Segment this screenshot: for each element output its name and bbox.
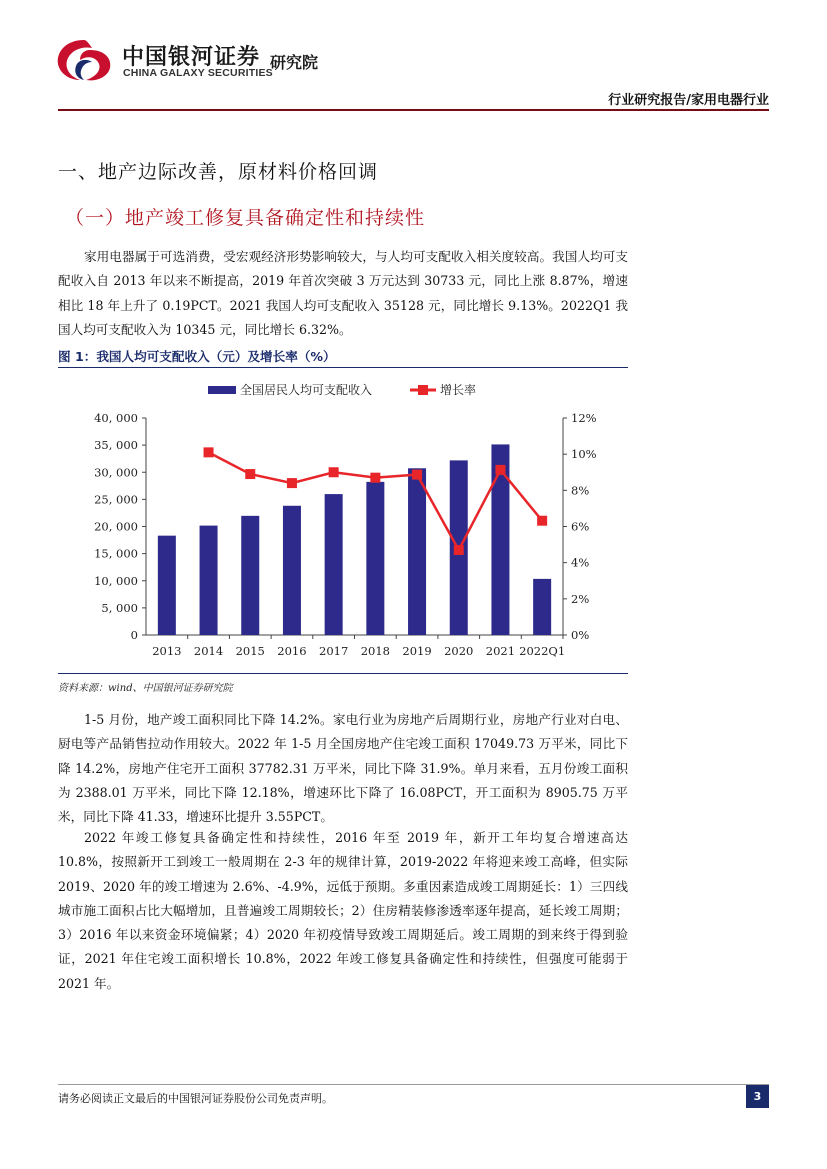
paragraph-income: 家用电器属于可选消费，受宏观经济形势影响较大，与人均可支配收入相关度较高。我国人均可支配收入自 2013 年以来不断提高，2019 年首次突破 3 万元达到 30733 元，同比上涨 8.87%，增速相比 18 年上升了 0.19PCT。2021 我国人均可支配收入 35128 元，同比增长 9.13%。2022Q1 我国人均可支配收入为 10345 元，同比增长 6.32%。: [58, 249, 628, 337]
legend-line-marker: [418, 385, 428, 395]
legend-line-label: 增长率: [440, 383, 477, 397]
income-bar: [533, 579, 551, 635]
left-tick-label: 10, 000: [94, 573, 138, 588]
growth-rate-point: [287, 478, 297, 488]
x-tick-label: 2017: [319, 644, 349, 658]
x-tick-label: 2021: [485, 644, 516, 658]
footer-divider: [58, 1084, 769, 1085]
income-bar: [325, 494, 343, 635]
left-tick-label: 5, 000: [101, 600, 138, 615]
footer-disclaimer: 请务必阅读正文最后的中国银河证券股份公司免责声明。: [58, 1092, 333, 1105]
figure-title: 图 1：我国人均可支配收入（元）及增长率（%）: [58, 349, 336, 364]
report-category: 行业研究报告/家用电器行业: [608, 93, 769, 108]
growth-rate-point: [245, 469, 255, 479]
x-tick-label: 2014: [193, 644, 224, 658]
right-tick-label: 2%: [571, 591, 590, 606]
x-tick-label: 2013: [152, 644, 182, 658]
right-tick-label: 4%: [571, 555, 590, 570]
left-tick-label: 20, 000: [94, 519, 138, 534]
header-divider: [58, 109, 769, 111]
page-number: 3: [746, 1085, 769, 1108]
x-tick-label: 2015: [235, 644, 265, 658]
income-bar: [408, 468, 426, 635]
growth-rate-point: [329, 467, 339, 477]
x-tick-label: 2016: [277, 644, 307, 658]
left-tick-label: 0: [130, 628, 138, 642]
left-tick-label: 30, 000: [94, 465, 138, 480]
right-tick-label: 8%: [571, 483, 590, 498]
figure-source: 资料来源：wind、中国银河证券研究院: [58, 683, 233, 694]
growth-rate-point: [412, 470, 422, 480]
income-bar: [366, 482, 384, 635]
right-tick-label: 12%: [571, 411, 597, 425]
income-chart: [58, 372, 628, 672]
legend-bar-label: 全国居民人均可支配收入: [240, 383, 373, 397]
x-tick-label: 2018: [360, 644, 390, 658]
income-bar: [241, 516, 259, 635]
brand-subtitle: 研究院: [270, 53, 319, 72]
paragraph-completion: 1-5 月份，地产竣工面积同比下降 14.2%。家电行业为房地产后周期行业，房地产行业对白电、厨电等产品销售拉动作用较大。2022 年 1-5 月全国房地产住宅竣工面积 17049.73 万平米，同比下降 14.2%，房地产住宅开工面积 37782.31 万平米，同比下降 31.9%。单月来看，五月份竣工面积为 2388.01 万平米，同比下降 12.18%，增速环比下降了 16.08PCT，开工面积为 8905.75 万平米，同比下降 41.33，增速环比提升 3.55PCT。: [58, 712, 628, 825]
income-bar: [158, 536, 176, 635]
growth-rate-point: [495, 465, 505, 475]
left-tick-label: 25, 000: [94, 492, 138, 507]
right-tick-label: 6%: [571, 519, 590, 534]
income-bar: [283, 506, 301, 635]
section-heading: 一、地产边际改善，原材料价格回调: [58, 161, 379, 183]
right-tick-label: 0%: [571, 628, 590, 642]
growth-rate-point: [454, 545, 464, 555]
brand-name-cn: 中国银河证券: [122, 45, 261, 70]
x-tick-label: 2019: [402, 644, 432, 658]
left-tick-label: 35, 000: [94, 438, 138, 453]
subsection-heading: （一）地产竣工修复具备确定性和持续性: [65, 207, 426, 229]
growth-rate-point: [370, 473, 380, 483]
brand-name-en: CHINA GALAXY SECURITIES: [123, 67, 273, 79]
x-tick-label: 2022Q1: [519, 644, 566, 658]
left-tick-label: 15, 000: [94, 546, 138, 561]
growth-rate-point: [204, 447, 214, 457]
x-tick-label: 2020: [444, 644, 474, 658]
plot-area: [94, 411, 597, 658]
chart-legend: [208, 382, 476, 397]
figure-top-rule: [58, 367, 628, 368]
right-tick-label: 10%: [571, 447, 597, 462]
growth-rate-point: [537, 516, 547, 526]
galaxy-logo-icon: [54, 36, 116, 84]
left-tick-label: 40, 000: [94, 411, 138, 425]
figure-bottom-rule: [58, 673, 628, 674]
income-bar: [200, 526, 218, 635]
paragraph-outlook: 2022 年竣工修复具备确定性和持续性，2016 年至 2019 年，新开工年均复合增速高达 10.8%，按照新开工到竣工一般周期在 2-3 年的规律计算，2019-2022 年将迎来竣工高峰，但实际 2019、2020 年的竣工增速为 2.6%、-4.9%，远低于预期。多重因素造成竣工周期延长：1）三四线城市施工面积占比大幅增加，且普遍竣工周期较长；2）住房精装修渗透率逐年提高，延长竣工周期；3）2016 年以来资金环境偏紧；4）2020 年初疫情导致竣工周期延后。竣工周期的到来终于得到验证，2021 年住宅竣工面积增长 10.8%，2022 年竣工修复具备确定性和持续性，但强度可能弱于 2021 年。: [58, 830, 628, 991]
legend-bar-swatch: [208, 386, 236, 394]
